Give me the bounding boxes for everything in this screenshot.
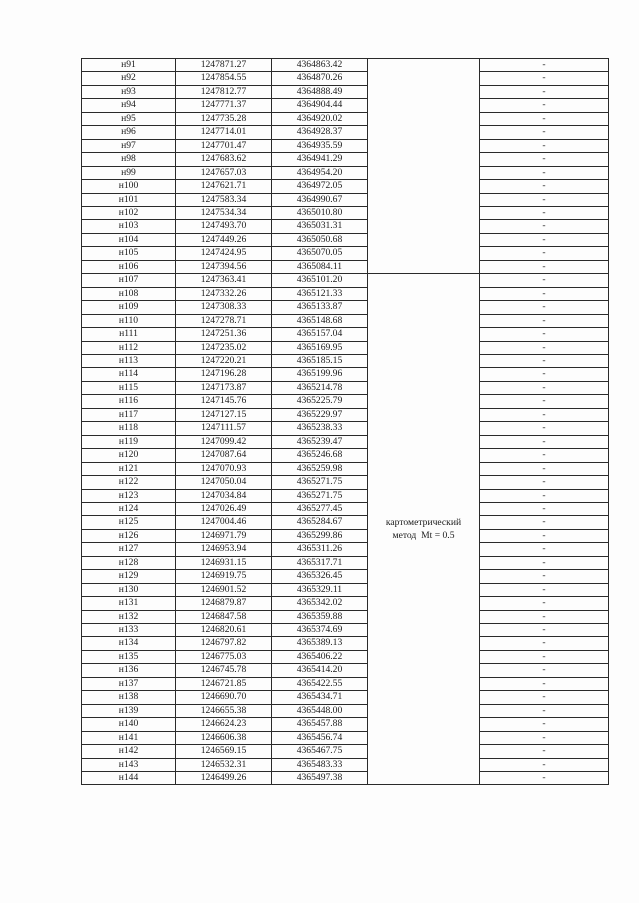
note-cell: - [480,610,609,623]
y-coordinate-cell: 4365050.68 [272,233,368,246]
note-cell: - [480,126,609,139]
table-row [82,59,609,72]
table-row [82,274,609,287]
point-id-cell: н98 [82,153,176,166]
point-id-cell: н102 [82,206,176,219]
x-coordinate-cell: 1246919.75 [176,570,272,583]
table-row [82,260,609,273]
y-coordinate-cell: 4365214.78 [272,381,368,394]
y-coordinate-cell: 4365311.26 [272,543,368,556]
y-coordinate-cell: 4365389.13 [272,637,368,650]
point-id-cell: н111 [82,328,176,341]
point-id-cell: н128 [82,556,176,569]
x-coordinate-cell: 1247812.77 [176,85,272,98]
table-row [82,502,609,515]
x-coordinate-cell: 1247127.15 [176,408,272,421]
table-row [82,543,609,556]
y-coordinate-cell: 4365359.88 [272,610,368,623]
y-coordinate-cell: 4365010.80 [272,206,368,219]
point-id-cell: н106 [82,260,176,273]
x-coordinate-cell: 1247026.49 [176,502,272,515]
point-id-cell: н104 [82,233,176,246]
y-coordinate-cell: 4365199.96 [272,368,368,381]
table-row [82,99,609,112]
y-coordinate-cell: 4364972.05 [272,180,368,193]
y-coordinate-cell: 4365284.67 [272,516,368,529]
x-coordinate-cell: 1247278.71 [176,314,272,327]
y-coordinate-cell: 4365070.05 [272,247,368,260]
x-coordinate-cell: 1247034.84 [176,489,272,502]
point-id-cell: н136 [82,664,176,677]
point-id-cell: н99 [82,166,176,179]
x-coordinate-cell: 1246499.26 [176,772,272,785]
table-row [82,489,609,502]
y-coordinate-cell: 4365317.71 [272,556,368,569]
point-id-cell: н105 [82,247,176,260]
point-id-cell: н93 [82,85,176,98]
note-cell: - [480,597,609,610]
note-cell: - [480,677,609,690]
table-row [82,341,609,354]
table-row [82,328,609,341]
y-coordinate-cell: 4365457.88 [272,718,368,731]
point-id-cell: н130 [82,583,176,596]
x-coordinate-cell: 1247235.02 [176,341,272,354]
note-cell: - [480,341,609,354]
table-row [82,435,609,448]
table-row [82,758,609,771]
table-row [82,745,609,758]
coordinates-table [81,58,609,785]
point-id-cell: н108 [82,287,176,300]
x-coordinate-cell: 1247621.71 [176,180,272,193]
x-coordinate-cell: 1246901.52 [176,583,272,596]
note-cell: - [480,583,609,596]
y-coordinate-cell: 4365374.69 [272,624,368,637]
table-row [82,637,609,650]
point-id-cell: н133 [82,624,176,637]
y-coordinate-cell: 4365299.86 [272,529,368,542]
point-id-cell: н92 [82,72,176,85]
note-cell: - [480,704,609,717]
note-cell: - [480,745,609,758]
y-coordinate-cell: 4365031.31 [272,220,368,233]
point-id-cell: н117 [82,408,176,421]
note-cell: - [480,637,609,650]
point-id-cell: н139 [82,704,176,717]
point-id-cell: н116 [82,395,176,408]
y-coordinate-cell: 4365422.55 [272,677,368,690]
note-cell: - [480,274,609,287]
x-coordinate-cell: 1247701.47 [176,139,272,152]
x-coordinate-cell: 1247363.41 [176,274,272,287]
point-id-cell: н115 [82,381,176,394]
table-row [82,731,609,744]
point-id-cell: н109 [82,301,176,314]
y-coordinate-cell: 4365246.68 [272,449,368,462]
y-coordinate-cell: 4364935.59 [272,139,368,152]
y-coordinate-cell: 4365229.97 [272,408,368,421]
x-coordinate-cell: 1247657.03 [176,166,272,179]
table-row [82,597,609,610]
note-cell: - [480,287,609,300]
note-cell: - [480,570,609,583]
x-coordinate-cell: 1247087.64 [176,449,272,462]
x-coordinate-cell: 1247424.95 [176,247,272,260]
y-coordinate-cell: 4365157.04 [272,328,368,341]
y-coordinate-cell: 4365133.87 [272,301,368,314]
note-cell: - [480,354,609,367]
table-row [82,112,609,125]
table-row [82,583,609,596]
note-cell: - [480,139,609,152]
method-cell-empty [368,59,480,274]
x-coordinate-cell: 1246971.79 [176,529,272,542]
note-cell: - [480,99,609,112]
note-cell: - [480,408,609,421]
y-coordinate-cell: 4364990.67 [272,193,368,206]
note-cell: - [480,718,609,731]
x-coordinate-cell: 1247220.21 [176,354,272,367]
x-coordinate-cell: 1246606.38 [176,731,272,744]
x-coordinate-cell: 1247534.34 [176,206,272,219]
point-id-cell: н120 [82,449,176,462]
table-row [82,126,609,139]
x-coordinate-cell: 1247004.46 [176,516,272,529]
y-coordinate-cell: 4365329.11 [272,583,368,596]
x-coordinate-cell: 1246797.82 [176,637,272,650]
table-row [82,570,609,583]
note-cell: - [480,166,609,179]
table-row [82,395,609,408]
note-cell: - [480,624,609,637]
y-coordinate-cell: 4364954.20 [272,166,368,179]
point-id-cell: н123 [82,489,176,502]
note-cell: - [480,772,609,785]
note-cell: - [480,220,609,233]
y-coordinate-cell: 4365259.98 [272,462,368,475]
x-coordinate-cell: 1247308.33 [176,301,272,314]
table-row [82,408,609,421]
point-id-cell: н110 [82,314,176,327]
table-row [82,139,609,152]
note-cell: - [480,516,609,529]
table-row [82,529,609,542]
table-row [82,476,609,489]
y-coordinate-cell: 4365414.20 [272,664,368,677]
note-cell: - [480,247,609,260]
point-id-cell: н122 [82,476,176,489]
point-id-cell: н113 [82,354,176,367]
note-cell: - [480,489,609,502]
x-coordinate-cell: 1247251.36 [176,328,272,341]
x-coordinate-cell: 1247196.28 [176,368,272,381]
point-id-cell: н95 [82,112,176,125]
y-coordinate-cell: 4364920.02 [272,112,368,125]
point-id-cell: н143 [82,758,176,771]
x-coordinate-cell: 1246655.38 [176,704,272,717]
table-row [82,718,609,731]
x-coordinate-cell: 1246879.87 [176,597,272,610]
point-id-cell: н126 [82,529,176,542]
point-id-cell: н119 [82,435,176,448]
y-coordinate-cell: 4365406.22 [272,650,368,663]
y-coordinate-cell: 4365121.33 [272,287,368,300]
note-cell: - [480,206,609,219]
point-id-cell: н142 [82,745,176,758]
x-coordinate-cell: 1247771.37 [176,99,272,112]
note-cell: - [480,529,609,542]
method-cell [368,274,480,785]
x-coordinate-cell: 1247332.26 [176,287,272,300]
table-row [82,449,609,462]
x-coordinate-cell: 1247854.55 [176,72,272,85]
note-cell: - [480,664,609,677]
x-coordinate-cell: 1246624.23 [176,718,272,731]
x-coordinate-cell: 1247394.56 [176,260,272,273]
y-coordinate-cell: 4365448.00 [272,704,368,717]
x-coordinate-cell: 1246820.61 [176,624,272,637]
point-id-cell: н101 [82,193,176,206]
table-row [82,664,609,677]
table-row [82,381,609,394]
point-id-cell: н141 [82,731,176,744]
note-cell: - [480,314,609,327]
x-coordinate-cell: 1246775.03 [176,650,272,663]
note-cell: - [480,543,609,556]
note-cell: - [480,260,609,273]
x-coordinate-cell: 1246690.70 [176,691,272,704]
point-id-cell: н129 [82,570,176,583]
note-cell: - [480,193,609,206]
point-id-cell: н121 [82,462,176,475]
table-row [82,166,609,179]
x-coordinate-cell: 1247493.70 [176,220,272,233]
table-row [82,193,609,206]
table-row [82,180,609,193]
point-id-cell: н138 [82,691,176,704]
y-coordinate-cell: 4365483.33 [272,758,368,771]
point-id-cell: н131 [82,597,176,610]
y-coordinate-cell: 4365084.11 [272,260,368,273]
x-coordinate-cell: 1247050.04 [176,476,272,489]
y-coordinate-cell: 4364941.29 [272,153,368,166]
table-row [82,650,609,663]
x-coordinate-cell: 1246931.15 [176,556,272,569]
point-id-cell: н134 [82,637,176,650]
note-cell: - [480,328,609,341]
point-id-cell: н91 [82,59,176,72]
x-coordinate-cell: 1247173.87 [176,381,272,394]
table-row [82,247,609,260]
y-coordinate-cell: 4364888.49 [272,85,368,98]
table-row [82,85,609,98]
table-row [82,704,609,717]
point-id-cell: н103 [82,220,176,233]
point-id-cell: н118 [82,422,176,435]
method-name: картометрический [385,517,462,529]
table-row [82,314,609,327]
x-coordinate-cell: 1246721.85 [176,677,272,690]
note-cell: - [480,691,609,704]
note-cell: - [480,395,609,408]
note-cell: - [480,112,609,125]
y-coordinate-cell: 4365497.38 [272,772,368,785]
point-id-cell: н112 [82,341,176,354]
y-coordinate-cell: 4365271.75 [272,489,368,502]
x-coordinate-cell: 1247449.26 [176,233,272,246]
y-coordinate-cell: 4365456.74 [272,731,368,744]
point-id-cell: н135 [82,650,176,663]
y-coordinate-cell: 4364904.44 [272,99,368,112]
table-row [82,556,609,569]
y-coordinate-cell: 4365342.02 [272,597,368,610]
table-row [82,354,609,367]
point-id-cell: н114 [82,368,176,381]
y-coordinate-cell: 4365225.79 [272,395,368,408]
coordinates-table-body [82,59,609,785]
point-id-cell: н97 [82,139,176,152]
table-row [82,516,609,529]
note-cell: - [480,449,609,462]
note-cell: - [480,650,609,663]
table-row [82,233,609,246]
y-coordinate-cell: 4364928.37 [272,126,368,139]
note-cell: - [480,502,609,515]
x-coordinate-cell: 1247070.93 [176,462,272,475]
point-id-cell: н96 [82,126,176,139]
y-coordinate-cell: 4365326.45 [272,570,368,583]
note-cell: - [480,422,609,435]
note-cell: - [480,180,609,193]
y-coordinate-cell: 4365434.71 [272,691,368,704]
x-coordinate-cell: 1246569.15 [176,745,272,758]
table-row [82,691,609,704]
point-id-cell: н144 [82,772,176,785]
y-coordinate-cell: 4365239.47 [272,435,368,448]
table-row [82,772,609,785]
y-coordinate-cell: 4365101.20 [272,274,368,287]
note-cell: - [480,462,609,475]
x-coordinate-cell: 1247735.28 [176,112,272,125]
y-coordinate-cell: 4365271.75 [272,476,368,489]
point-id-cell: н94 [82,99,176,112]
table-row [82,610,609,623]
note-cell: - [480,153,609,166]
note-cell: - [480,368,609,381]
table-row [82,368,609,381]
note-cell: - [480,556,609,569]
note-cell: - [480,435,609,448]
x-coordinate-cell: 1247683.62 [176,153,272,166]
table-row [82,462,609,475]
y-coordinate-cell: 4365169.95 [272,341,368,354]
table-row [82,624,609,637]
note-cell: - [480,381,609,394]
x-coordinate-cell: 1246953.94 [176,543,272,556]
note-cell: - [480,476,609,489]
table-row [82,72,609,85]
x-coordinate-cell: 1247111.57 [176,422,272,435]
y-coordinate-cell: 4365148.68 [272,314,368,327]
table-row [82,301,609,314]
point-id-cell: н125 [82,516,176,529]
table-row [82,677,609,690]
y-coordinate-cell: 4365467.75 [272,745,368,758]
x-coordinate-cell: 1247583.34 [176,193,272,206]
note-cell: - [480,758,609,771]
x-coordinate-cell: 1247714.01 [176,126,272,139]
method-accuracy: метод Mt = 0.5 [392,530,455,542]
x-coordinate-cell: 1246745.78 [176,664,272,677]
y-coordinate-cell: 4364870.26 [272,72,368,85]
point-id-cell: н127 [82,543,176,556]
note-cell: - [480,59,609,72]
note-cell: - [480,301,609,314]
point-id-cell: н100 [82,180,176,193]
table-row [82,206,609,219]
table-row [82,153,609,166]
x-coordinate-cell: 1246847.58 [176,610,272,623]
point-id-cell: н140 [82,718,176,731]
x-coordinate-cell: 1247099.42 [176,435,272,448]
y-coordinate-cell: 4364863.42 [272,59,368,72]
note-cell: - [480,731,609,744]
x-coordinate-cell: 1246532.31 [176,758,272,771]
point-id-cell: н137 [82,677,176,690]
table-row [82,220,609,233]
table-row [82,287,609,300]
y-coordinate-cell: 4365238.33 [272,422,368,435]
y-coordinate-cell: 4365277.45 [272,502,368,515]
y-coordinate-cell: 4365185.15 [272,354,368,367]
x-coordinate-cell: 1247871.27 [176,59,272,72]
note-cell: - [480,72,609,85]
x-coordinate-cell: 1247145.76 [176,395,272,408]
note-cell: - [480,85,609,98]
point-id-cell: н124 [82,502,176,515]
point-id-cell: н132 [82,610,176,623]
note-cell: - [480,233,609,246]
table-row [82,422,609,435]
point-id-cell: н107 [82,274,176,287]
